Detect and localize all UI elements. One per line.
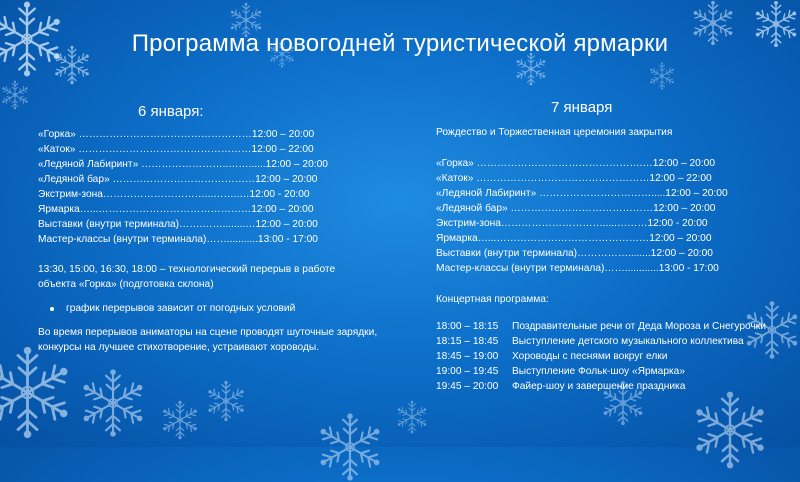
concert-event: Файер-шоу и завершение праздника — [512, 381, 686, 392]
bullet-text: график перерывов зависит от погодных условий — [66, 303, 296, 314]
concert-event: Хороводы с песнями вокруг елки — [512, 351, 668, 362]
snowflake-icon — [0, 80, 30, 110]
concert-event: Выступление детского музыкального коллектива — [512, 336, 744, 347]
concert-event: Выступление Фольк-шоу «Ярмарка» — [512, 366, 685, 377]
concert-heading: Концертная программа: — [436, 294, 549, 305]
schedule-item: Ярмарка…...………………………………………12:00 – 20:00 — [436, 233, 712, 244]
snowflake-icon — [690, 390, 770, 470]
schedule-item: «Каток» ……………………………………………12:00 – 22:00 — [436, 173, 712, 184]
schedule-item: Экстрим-зона…………………………...……..…12:00 - 20:00 — [38, 189, 310, 200]
schedule-item: «Ледяной Лабиринт» …………………………….....12:00 – 20:00 — [436, 188, 728, 199]
page-title: Программа новогодней туристической ярмарки — [131, 30, 669, 57]
schedule-item: «Ледяной бар» ……………………………………12:00 – 20:00 — [436, 203, 716, 214]
day1-column — [38, 105, 388, 355]
day2-column — [436, 100, 776, 394]
bullet-icon — [50, 307, 54, 311]
concert-row — [436, 319, 776, 334]
concert-row — [436, 379, 776, 394]
concert-time: 19:00 – 19:45 — [436, 366, 499, 377]
schedule-item: «Каток» ……………………………………………12:00 – 22:00 — [38, 144, 314, 155]
schedule-item: Выставки (внутри терминала)…….……........…12:00 – 20:00 — [38, 219, 318, 230]
snowflake-icon — [315, 412, 385, 482]
day1-heading: 6 января: — [138, 103, 204, 120]
concert-time: 18:45 – 19:00 — [436, 351, 499, 362]
snowflake-icon — [0, 345, 75, 440]
breaks-text: объекта «Горка» (подготовка склона) — [38, 279, 214, 290]
concert-event: Поздравительные речи от Деда Мороза и Снегурочки — [512, 321, 766, 332]
schedule-item: Мастер-классы (внутри терминала)……............13:00 - 17:00 — [436, 263, 719, 274]
schedule-item: «Горка» ………………………………………….…12:00 – 20:00 — [436, 158, 716, 169]
note-text: Во время перерывов аниматоры на сцене проводят шуточные зарядки, — [38, 327, 378, 338]
snowflake-icon — [205, 380, 247, 422]
schedule-item: «Горка» ……………………………………………12:00 – 20:00 — [38, 129, 315, 140]
day2-heading: 7 января — [551, 99, 613, 116]
schedule-item: Ярмарка…...………………………………………12:00 – 20:00 — [38, 204, 314, 215]
snowflake-icon — [395, 400, 429, 434]
ceremony-title: Рождество и Торжественная церемония закрытия — [436, 127, 673, 138]
schedule-item: Мастер-классы (внутри терминала)……...........13:00 - 17:00 — [38, 234, 318, 245]
snowflake-icon — [160, 400, 200, 440]
schedule-item: «Ледяной бар» ……………………………………12:00 – 20:00 — [38, 174, 318, 185]
schedule-item: «Ледяной Лабиринт» ……………………..……......12:00 – 20:00 — [38, 159, 328, 170]
concert-time: 18:00 – 18:15 — [436, 321, 499, 332]
concert-row — [436, 364, 776, 379]
snowflake-icon — [648, 62, 676, 90]
concert-time: 18:15 – 18:45 — [436, 336, 499, 347]
concert-row — [436, 349, 776, 364]
snowflake-icon — [78, 368, 148, 438]
bullet-item — [38, 301, 388, 316]
schedule-item: Выставки (внутри терминала)……………........12:00 – 20:00 — [436, 248, 713, 259]
note-text: конкурсы на лучшее стихотворение, устраивают хороводы. — [38, 342, 320, 353]
breaks-text: 13:30, 15:00, 16:30, 18:00 – технологический перерыв в работе — [38, 264, 336, 275]
concert-row — [436, 334, 776, 349]
schedule-item: Экстрим-зона………………………….....………12:00 - 20:00 — [436, 218, 708, 229]
concert-time: 19:45 – 20:00 — [436, 381, 499, 392]
